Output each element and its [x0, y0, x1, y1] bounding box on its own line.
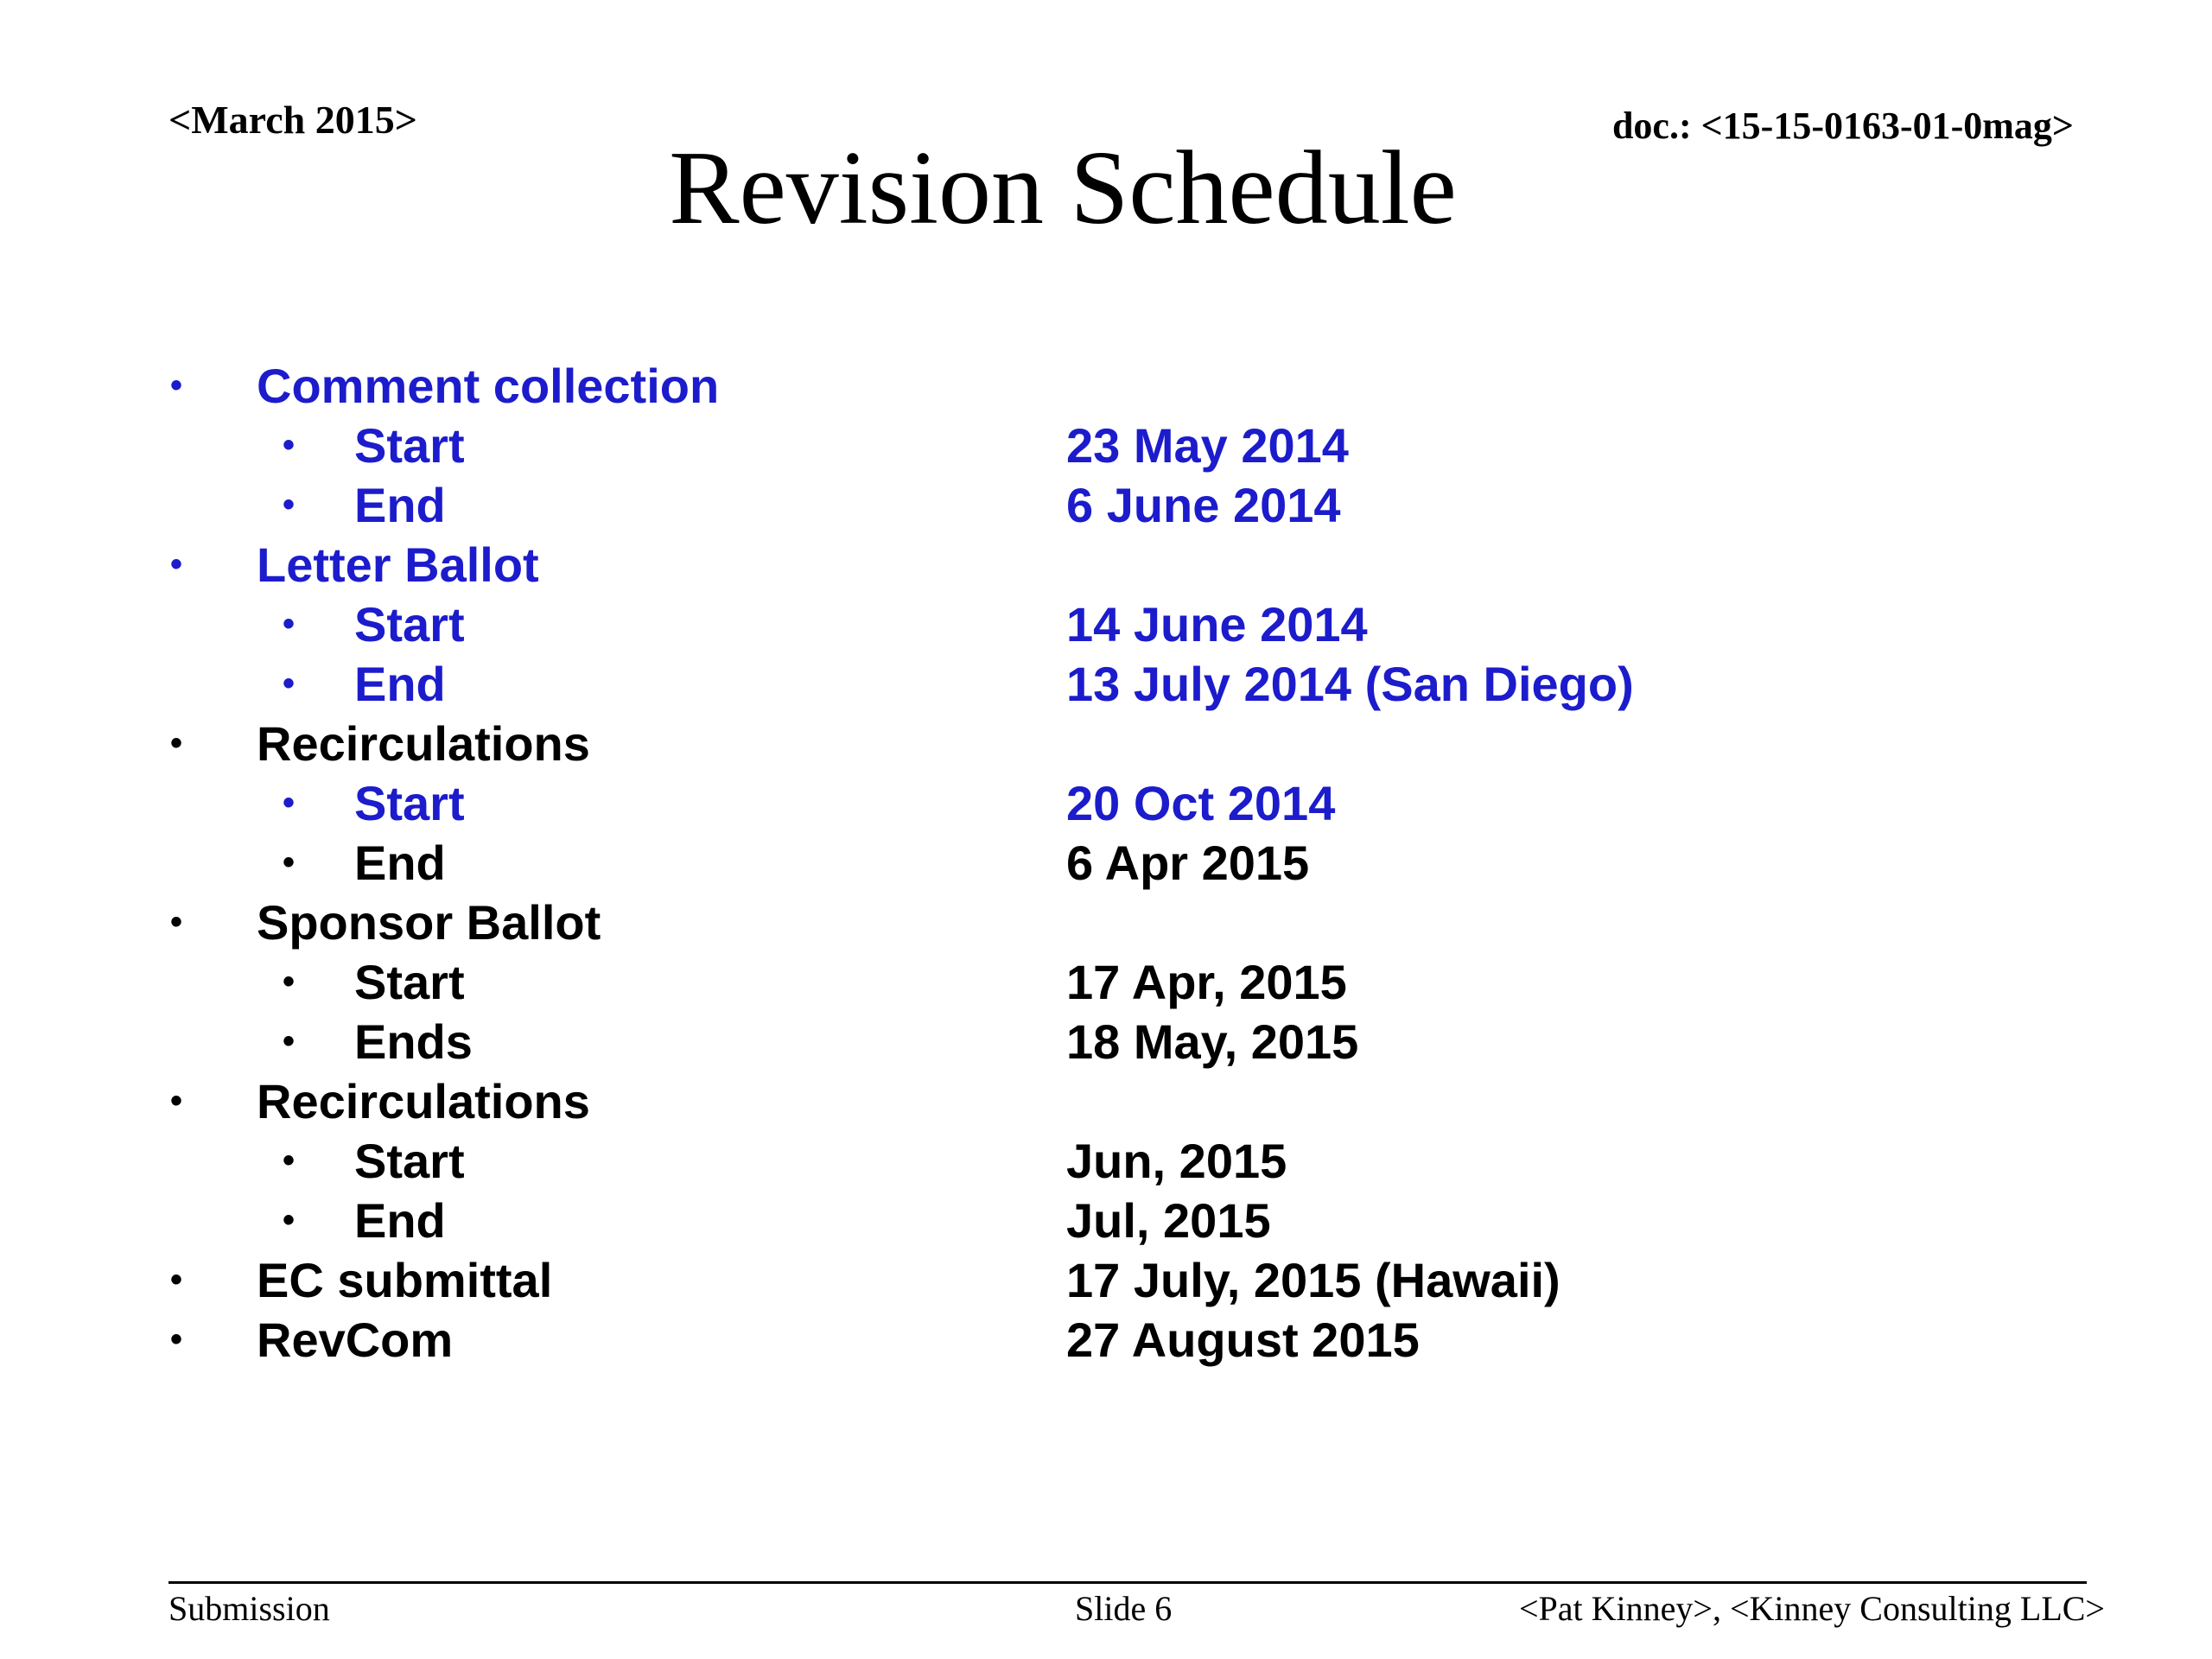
- bullet-icon: •: [283, 486, 296, 524]
- item-date: 23 May 2014: [1066, 418, 1349, 473]
- bullet-icon: •: [170, 903, 183, 941]
- item-label: RevCom: [257, 1313, 454, 1367]
- item-date: 20 Oct 2014: [1066, 776, 1336, 830]
- bullet-icon: •: [283, 605, 296, 643]
- item-label: Start: [354, 597, 465, 652]
- item-date: 6 Apr 2015: [1066, 836, 1310, 890]
- item-label: Recirculations: [257, 716, 590, 771]
- bullet-icon: •: [283, 1022, 296, 1060]
- bullet-icon: •: [170, 724, 183, 762]
- item-date: Jun, 2015: [1066, 1134, 1287, 1188]
- schedule-subitem-comment-end: [0, 475, 2212, 535]
- item-label: End: [354, 657, 446, 711]
- item-label: Start: [354, 776, 465, 830]
- bullet-icon: •: [170, 366, 183, 404]
- item-label: Start: [354, 418, 465, 473]
- schedule-subitem-recirc2-start: [0, 1131, 2212, 1191]
- schedule-item-recirculations-1: [0, 714, 2212, 773]
- schedule-subitem-sponsor-start: [0, 952, 2212, 1012]
- bullet-icon: •: [283, 963, 296, 1001]
- schedule-subitem-comment-start: [0, 416, 2212, 475]
- schedule-item-comment-collection: [0, 356, 2212, 416]
- item-label: Comment collection: [257, 359, 720, 413]
- item-date: 17 July, 2015 (Hawaii): [1066, 1253, 1560, 1307]
- schedule-item-letter-ballot: [0, 535, 2212, 594]
- item-date: Jul, 2015: [1066, 1193, 1271, 1248]
- footer-divider: [168, 1581, 2087, 1584]
- item-date: 17 Apr, 2015: [1066, 955, 1347, 1009]
- schedule-subitem-letter-end: [0, 654, 2212, 714]
- schedule-item-revcom: [0, 1310, 2212, 1370]
- item-date: 6 June 2014: [1066, 478, 1341, 532]
- schedule-subitem-recirc1-start: [0, 773, 2212, 833]
- item-label: End: [354, 836, 446, 890]
- item-label: Recirculations: [257, 1074, 590, 1128]
- bullet-icon: •: [170, 545, 183, 583]
- item-date: 18 May, 2015: [1066, 1014, 1359, 1069]
- footer-submission: Submission: [168, 1589, 330, 1628]
- bullet-icon: •: [283, 784, 296, 822]
- schedule-subitem-sponsor-ends: [0, 1012, 2212, 1071]
- header-doc-number: doc.: <15-15-0163-01-0mag>: [1611, 105, 2074, 147]
- item-label: EC submittal: [257, 1253, 553, 1307]
- schedule-subitem-recirc1-end: [0, 833, 2212, 893]
- schedule-item-ec-submittal: [0, 1250, 2212, 1310]
- item-label: Start: [354, 1134, 465, 1188]
- item-label: Letter Ballot: [257, 537, 539, 592]
- item-label: Start: [354, 955, 465, 1009]
- bullet-icon: •: [283, 843, 296, 881]
- footer-author: <Pat Kinney>, <Kinney Consulting LLC>: [1519, 1589, 2105, 1628]
- bullet-icon: •: [170, 1082, 183, 1120]
- schedule-item-sponsor-ballot: [0, 893, 2212, 952]
- bullet-icon: •: [283, 426, 296, 464]
- bullet-icon: •: [170, 1261, 183, 1299]
- item-label: End: [354, 478, 446, 532]
- bullet-icon: •: [283, 664, 296, 702]
- schedule-subitem-recirc2-end: [0, 1191, 2212, 1250]
- header-date: <March 2015>: [168, 98, 417, 142]
- footer-slide-number: Slide 6: [1075, 1589, 1173, 1628]
- bullet-icon: •: [283, 1141, 296, 1179]
- item-label: Ends: [354, 1014, 473, 1069]
- schedule-item-recirculations-2: [0, 1071, 2212, 1131]
- item-label: Sponsor Ballot: [257, 895, 601, 950]
- slide-title: Revision Schedule: [669, 130, 1457, 246]
- bullet-icon: •: [283, 1201, 296, 1239]
- item-date: 13 July 2014 (San Diego): [1066, 657, 1634, 711]
- item-label: End: [354, 1193, 446, 1248]
- item-date: 14 June 2014: [1066, 597, 1368, 652]
- schedule-subitem-letter-start: [0, 594, 2212, 654]
- item-date: 27 August 2015: [1066, 1313, 1420, 1367]
- bullet-icon: •: [170, 1320, 183, 1358]
